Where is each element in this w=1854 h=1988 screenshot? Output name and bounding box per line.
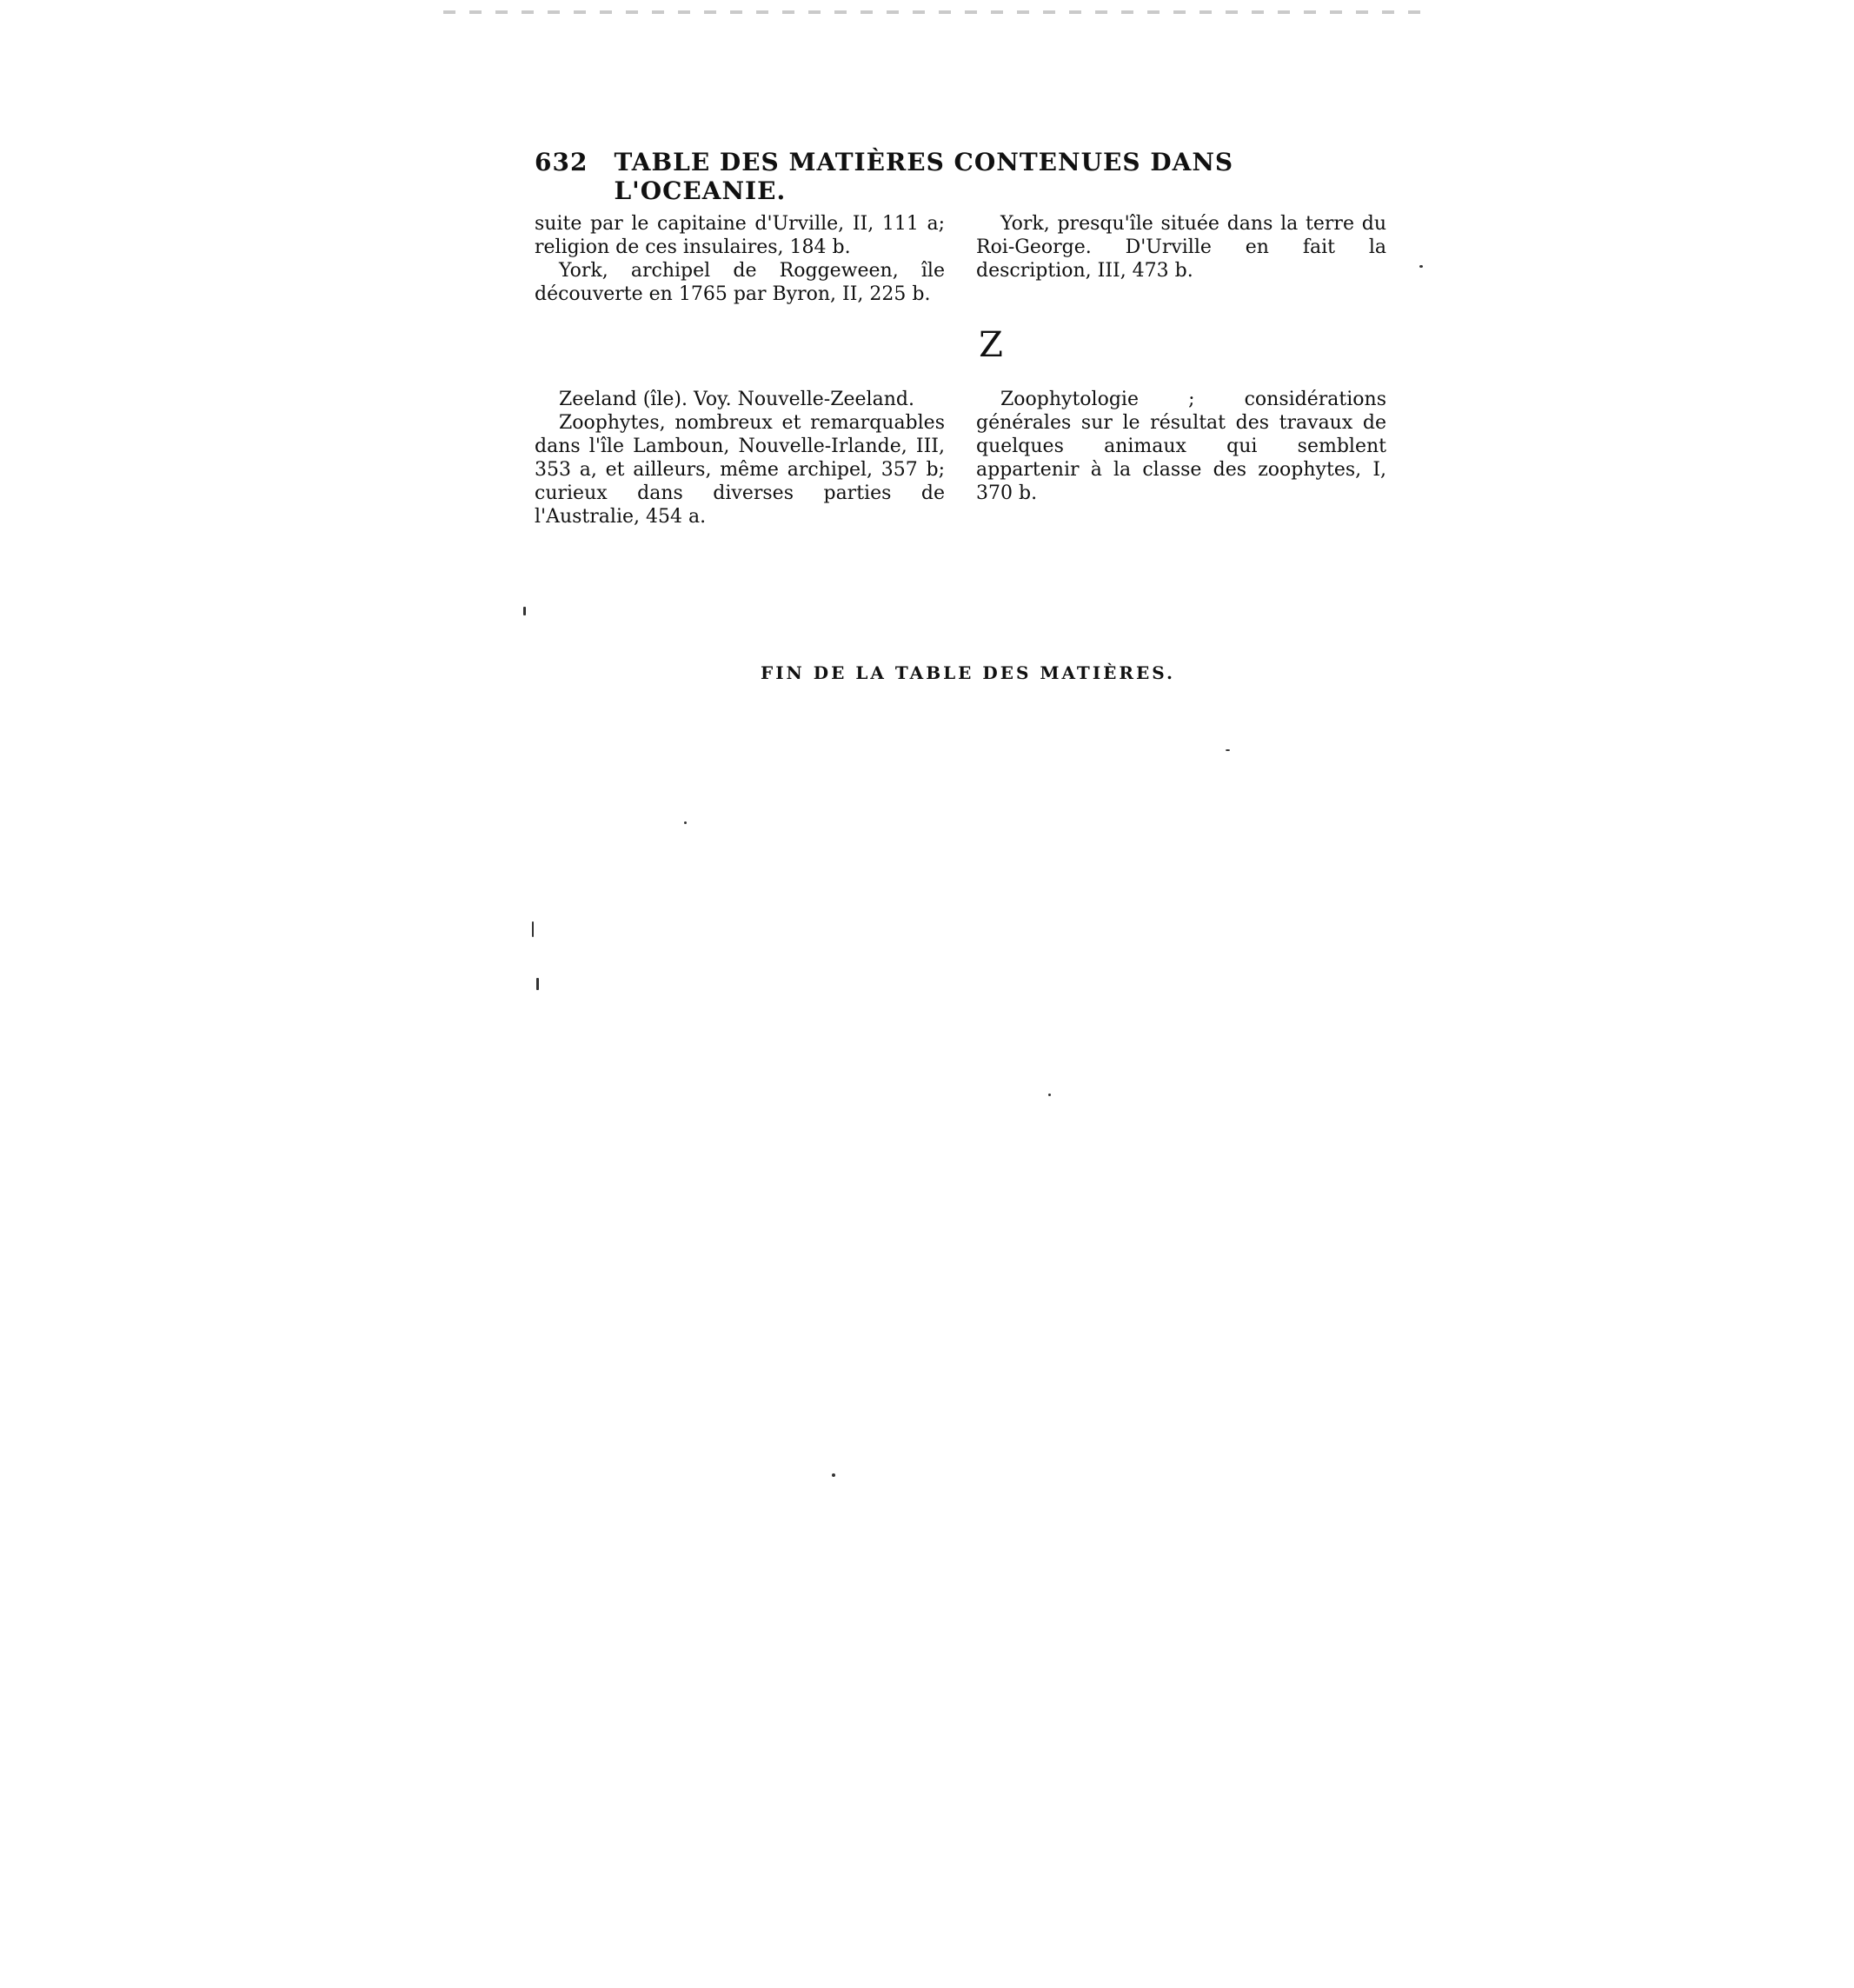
scan-speck xyxy=(832,1473,835,1477)
index-entry: York, presqu'île située dans la terre du Roi-George. D'Urville en fait la description, III, 473 b. xyxy=(976,213,1386,282)
index-entry: Zeeland (île). Voy. Nouvelle-Zeeland. xyxy=(559,389,914,410)
section-z-right-column xyxy=(976,388,1386,529)
section-z-columns xyxy=(535,388,1386,529)
index-entry: York, archipel de Roggeween, île découverte en 1765 par Byron, II, 225 b. xyxy=(535,260,945,305)
scan-speck xyxy=(532,921,534,937)
section-y-columns xyxy=(535,212,1386,306)
section-y-left-column xyxy=(535,212,945,306)
running-title: TABLE DES MATIÈRES CONTENUES DANS L'OCEANIE. xyxy=(614,148,1234,205)
index-entry: Zoophytologie ; considérations générales sur le résultat des travaux de quelques animaux qui semblent appartenir à la classe des zoophytes, I, 370 b. xyxy=(976,389,1386,504)
running-head xyxy=(535,148,1386,205)
scan-speck xyxy=(536,978,539,990)
scan-speck xyxy=(1048,1094,1051,1096)
scan-speck xyxy=(1226,749,1230,751)
scan-speck xyxy=(1419,265,1423,268)
section-z-left-column xyxy=(535,388,945,529)
page-number: 632 xyxy=(535,148,588,176)
book-page xyxy=(535,148,1386,529)
scan-edge-artifact xyxy=(443,10,1434,14)
section-y-right-column xyxy=(976,212,1386,306)
scan-speck xyxy=(523,607,526,615)
index-entry-continuation: suite par le capitaine d'Urville, II, 111 a; religion de ces insulaires, 184 b. xyxy=(535,213,945,258)
letter-heading-z: Z xyxy=(979,325,1003,365)
scan-speck xyxy=(684,821,687,824)
index-entry: Zoophytes, nombreux et remarquables dans l'île Lamboun, Nouvelle-Irlande, III, 353 a, et ailleurs, même archipel, 357 b; curieux dans diverses parties de l'Australie, 454 a. xyxy=(535,412,945,528)
end-of-index-note: FIN DE LA TABLE DES MATIÈRES. xyxy=(761,662,1175,683)
